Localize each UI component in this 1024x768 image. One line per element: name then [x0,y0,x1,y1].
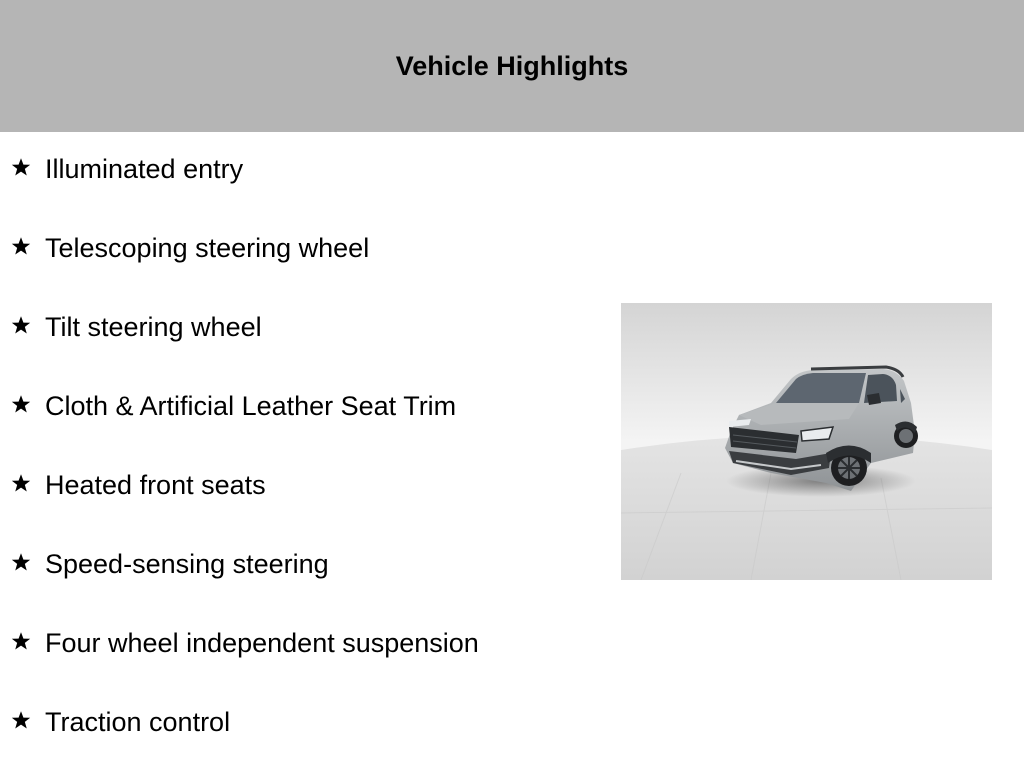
list-item [0,369,600,448]
feature-label: Illuminated entry [45,154,244,184]
star-icon [11,394,31,414]
page-header [0,0,1024,132]
star-icon [11,631,31,651]
feature-label: Cloth & Artificial Leather Seat Trim [45,391,457,421]
vehicle-illustration [621,303,992,580]
feature-label: Four wheel independent suspension [45,628,479,658]
list-item [0,211,600,290]
feature-label: Speed-sensing steering [45,549,329,579]
list-item [0,290,600,369]
star-icon [11,710,31,730]
star-icon [11,315,31,335]
feature-label: Heated front seats [45,470,266,500]
star-icon [11,236,31,256]
list-item [0,448,600,527]
feature-label: Tilt steering wheel [45,312,262,342]
vehicle-highlights-list [0,132,600,764]
list-item [0,685,600,764]
page-title: Vehicle Highlights [395,50,629,81]
list-item [0,527,600,606]
star-icon [11,473,31,493]
star-icon [11,552,31,572]
list-item [0,132,600,211]
feature-label: Telescoping steering wheel [45,233,370,263]
vehicle-photo [621,303,992,580]
feature-label: Traction control [45,707,231,737]
star-icon [11,157,31,177]
list-item [0,606,600,685]
